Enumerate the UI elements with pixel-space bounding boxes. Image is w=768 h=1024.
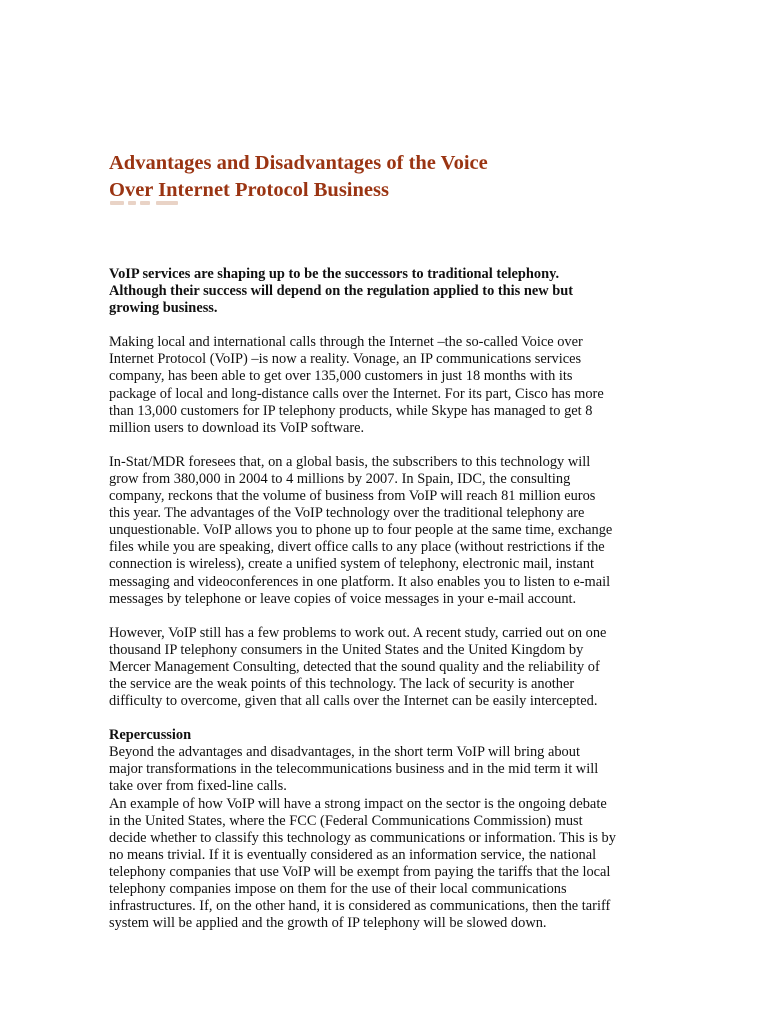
text-line: Mercer Management Consulting, detected that the sound quality and the reliability of [109, 658, 600, 675]
text-line: package of local and long-distance calls over the Internet. For its part, Cisco has more [109, 385, 604, 402]
lead-paragraph [109, 266, 669, 317]
text-line: Beyond the advantages and disadvantages, in the short term VoIP will bring about [109, 744, 580, 761]
section-heading: Repercussion [109, 727, 192, 744]
lead-line: VoIP services are shaping up to be the successors to traditional telephony. [109, 266, 560, 282]
body-paragraph-2 [109, 454, 669, 608]
text-line: messages by telephone or leave copies of voice messages in your e-mail account. [109, 590, 577, 607]
article-title-line-2: Over Internet Protocol Business [109, 179, 389, 201]
body-paragraph-3 [109, 625, 669, 710]
text-line: no means trivial. If it is eventually considered as an information service, the national [109, 846, 597, 863]
text-line: telephony companies impose on them for the use of their local communications [109, 881, 567, 897]
text-line: connection is wireless), create a unified system of telephony, electronic mail, instant [109, 556, 594, 573]
text-line: However, VoIP still has a few problems to work out. A recent study, carried out on one [109, 624, 607, 641]
article-body [109, 266, 669, 932]
text-line: than 13,000 customers for IP telephony products, while Skype has managed to get 8 [109, 402, 593, 419]
text-line: messaging and videoconferences in one platform. It also enables you to listen to e-mail [109, 573, 611, 590]
repercussion-section [109, 727, 669, 932]
body-paragraph-1 [109, 334, 669, 437]
lead-line: growing business. [109, 300, 218, 317]
faded-byline-artifact [110, 198, 190, 208]
text-line: files while you are speaking, divert office calls to any place (without restrictions if the [109, 539, 605, 556]
text-line: difficulty to overcome, given that all calls over the Internet can be easily intercepted. [109, 693, 598, 710]
text-line: In-Stat/MDR foresees that, on a global basis, the subscribers to this technology will [109, 453, 591, 470]
text-line: telephony companies that use VoIP will be exempt from paying the tariffs that the local [109, 863, 611, 880]
text-line: system will be applied and the growth of IP telephony will be slowed down. [109, 915, 547, 932]
text-line: thousand IP telephony consumers in the United States and the United Kingdom by [109, 641, 584, 658]
text-line: Internet Protocol (VoIP) –is now a reality. Vonage, an IP communications services [109, 351, 582, 368]
text-line: grow from 380,000 in 2004 to 4 millions by 2007. In Spain, IDC, the consulting [109, 470, 571, 487]
article-title-line-1: Advantages and Disadvantages of the Voice [109, 152, 488, 174]
text-line: major transformations in the telecommunications business and in the mid term it will [109, 761, 599, 778]
text-line: million users to download its VoIP software. [109, 419, 365, 436]
text-line: unquestionable. VoIP allows you to phone up to four people at the same time, exchange [109, 522, 613, 539]
text-line: infrastructures. If, on the other hand, it is considered as communications, then the tariff [109, 898, 611, 915]
text-line: company, has been able to get over 135,000 customers in just 18 months with its [109, 368, 573, 385]
text-line: An example of how VoIP will have a strong impact on the sector is the ongoing debate [109, 795, 607, 812]
text-line: Making local and international calls through the Internet –the so-called Voice over [109, 334, 583, 351]
article-title [109, 150, 669, 204]
text-line: company, reckons that the volume of business from VoIP will reach 81 million euros [109, 488, 596, 505]
text-line: the service are the weak points of this technology. The lack of security is another [109, 675, 575, 692]
text-line: decide whether to classify this technology as communications or information. This is by [109, 829, 616, 846]
text-line: in the United States, where the FCC (Federal Communications Commission) must [109, 812, 583, 829]
lead-line: Although their success will depend on the regulation applied to this new but [109, 283, 574, 300]
text-line: take over from fixed-line calls. [109, 778, 287, 795]
text-line: this year. The advantages of the VoIP technology over the traditional telephony are [109, 505, 585, 522]
